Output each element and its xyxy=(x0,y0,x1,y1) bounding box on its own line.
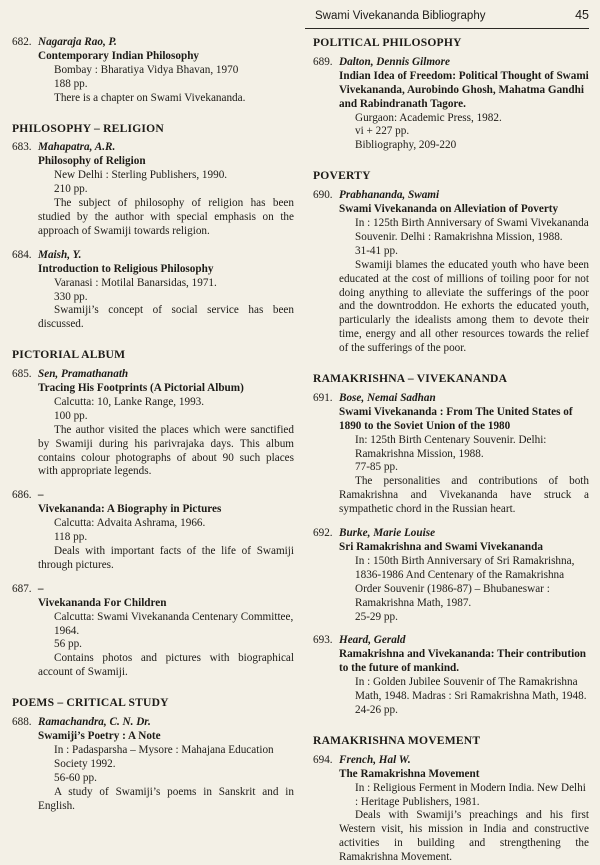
section-heading: POVERTY xyxy=(313,169,371,183)
entry-detail: In: 125th Birth Centenary Souvenir. Delhi: Ramakrishna Mission, 1988. xyxy=(355,433,547,460)
entry-detail: 210 pp. xyxy=(54,183,88,196)
right-column xyxy=(313,36,589,865)
entry-title: The Ramakrishna Movement xyxy=(339,767,480,780)
spacer xyxy=(313,356,589,372)
entry-author: – xyxy=(38,489,44,502)
entry-detail: Gurgaon: Academic Press, 1982. xyxy=(355,111,502,124)
entry-author: Burke, Marie Louise xyxy=(339,527,436,540)
entry-head xyxy=(313,392,589,406)
entry-detail: 24-26 pp. xyxy=(355,703,398,716)
entry-detail: In : Religious Ferment in Modern India. New Delhi : Heritage Publishers, 1981. xyxy=(355,781,586,808)
bibliography-entry xyxy=(12,583,294,680)
bibliography-entry xyxy=(12,716,294,813)
spacer xyxy=(12,239,294,249)
entry-head xyxy=(313,754,589,768)
entry-detail: Bombay : Bharatiya Vidya Bhavan, 1970 xyxy=(54,63,239,76)
left-column xyxy=(12,36,294,813)
entry-number: 684. xyxy=(12,248,32,261)
entry-number: 685. xyxy=(12,368,32,381)
entry-note: The author visited the places which were sanctified by Swamiji during his parivrajaka days. This album contains colour photographs of about 90 such places with appropriate legends. xyxy=(38,423,294,478)
entry-detail: vi + 227 pp. xyxy=(355,125,410,138)
entry-author: Nagaraja Rao, P. xyxy=(38,36,117,48)
entry-note: A study of Swamiji’s poems in Sanskrit and in English. xyxy=(38,785,294,812)
entry-number: 689. xyxy=(313,55,333,68)
entry-number: 690. xyxy=(313,189,333,202)
entry-title: Swamiji’s Poetry : A Note xyxy=(38,729,161,742)
section-heading: POLITICAL PHILOSOPHY xyxy=(313,36,462,49)
entry-title: Vivekananda For Children xyxy=(38,596,167,609)
spacer xyxy=(12,573,294,583)
section-heading: RAMAKRISHNA MOVEMENT xyxy=(313,733,481,747)
entry-title: Sri Ramakrishna and Swami Vivekananda xyxy=(339,541,543,553)
entry-title: Philosophy of Religion xyxy=(38,155,146,168)
entry-detail: Varanasi : Motilal Banarsidas, 1971. xyxy=(54,276,217,289)
entry-head xyxy=(313,634,589,648)
entry-detail: In : Golden Jubilee Souvenir of The Ramakrishna Math, 1948. Madras : Sri Ramakrishna Math, 1948. xyxy=(355,676,587,703)
bibliography-entry xyxy=(12,249,294,332)
spacer xyxy=(313,517,589,527)
entry-detail: New Delhi : Sterling Publishers, 1990. xyxy=(54,169,228,182)
entry-author: Maish, Y. xyxy=(38,248,82,261)
bibliography-entry xyxy=(313,634,589,717)
entry-title: Introduction to Religious Philosophy xyxy=(38,262,214,275)
section-heading: PHILOSOPHY – RELIGION xyxy=(12,121,164,135)
spacer xyxy=(313,153,589,169)
entry-author: Prabhananda, Swami xyxy=(339,189,440,202)
entry-title: Contemporary Indian Philosophy xyxy=(38,49,200,62)
entry-detail: 118 pp. xyxy=(54,531,88,544)
entry-author: Bose, Nemai Sadhan xyxy=(339,391,436,404)
entry-head xyxy=(313,189,589,203)
entry-title: Vivekananda: A Biography in Pictures xyxy=(38,503,222,516)
entry-head xyxy=(12,368,294,382)
entry-author: Sen, Pramathanath xyxy=(38,368,129,381)
entry-note: Deals with Swamiji’s preachings and his first Western visit, his mission in India and constructive activities in building and strengthening the Ramakrishna Movement. xyxy=(339,809,589,864)
entry-head xyxy=(12,716,294,730)
spacer xyxy=(12,479,294,489)
running-head-title: Swami Vivekananda Bibliography xyxy=(315,10,486,22)
entry-number: 683. xyxy=(12,141,32,154)
entry-title: Tracing His Footprints (A Pictorial Album) xyxy=(38,382,244,395)
entry-head xyxy=(313,527,589,541)
entry-head xyxy=(12,583,294,597)
entry-author: Heard, Gerald xyxy=(339,634,406,647)
entry-author: – xyxy=(38,582,44,595)
entry-number: 692. xyxy=(313,527,333,540)
entry-title: Indian Idea of Freedom: Political Thought of Swami Vivekananda, Aurobindo Ghosh, Mahatma Gandhi and Rabindranath Tagore. xyxy=(339,69,589,110)
entry-head xyxy=(12,36,294,50)
section-heading: RAMAKRISHNA – VIVEKANANDA xyxy=(313,372,508,386)
entry-number: 688. xyxy=(12,716,32,729)
entry-note: The personalities and contributions of both Ramakrishna and Vivekananda have struck a sympathetic chord in the Russian heart. xyxy=(339,475,589,516)
entry-head xyxy=(12,249,294,263)
spacer xyxy=(12,680,294,696)
entry-author: French, Hal W. xyxy=(339,753,411,766)
spacer xyxy=(313,718,589,734)
entry-detail: Bibliography, 209-220 xyxy=(355,139,457,152)
entry-note: Contains photos and pictures with biographical account of Swamiji. xyxy=(38,652,294,679)
bibliography-entry xyxy=(313,392,589,517)
entry-title: Swami Vivekananda : From The United States of 1890 to the Soviet Union of the 1980 xyxy=(339,405,573,432)
entry-detail: 330 pp. xyxy=(54,290,88,303)
entry-detail: 25-29 pp. xyxy=(355,610,398,623)
entry-detail: 56 pp. xyxy=(54,638,82,651)
entry-note: Swamiji blames the educated youth who have been educated at the cost of millions of toiling poor for not doing anything to alleviate the sufferings of the poor and the downtroddon. He exhorts the educated youth, particularly the idealists among them to devote their time, energy and all other resources towards the relief of the sufferings of the poor. xyxy=(339,258,589,355)
entry-detail: There is a chapter on Swami Vivekananda. xyxy=(54,91,246,104)
running-head xyxy=(305,8,589,29)
entry-detail: In : 150th Birth Anniversary of Sri Ramakrishna, 1836-1986 And Centenary of the Ramakrishna Order Souvenir (1986-87) – Bhubaneswar : Ramakrishna Math, 1987. xyxy=(355,554,575,609)
spacer xyxy=(313,624,589,634)
entry-number: 687. xyxy=(12,582,32,595)
section-heading: POEMS – CRITICAL STUDY xyxy=(12,696,169,710)
entry-note: The subject of philosophy of religion has been studied by the author with special emphasis on the approach of Swamiji towards religion. xyxy=(38,197,294,237)
entry-detail: 100 pp. xyxy=(54,409,88,422)
page-number: 45 xyxy=(575,8,589,22)
entry-note: Deals with important facts of the life of Swamiji through pictures. xyxy=(38,545,294,571)
entry-number: 694. xyxy=(313,753,333,766)
bibliography-entry xyxy=(12,368,294,479)
entry-detail: Calcutta: Advaita Ashrama, 1966. xyxy=(54,517,206,530)
entry-author: Mahapatra, A.R. xyxy=(38,141,116,154)
entry-detail: In : Padasparsha – Mysore : Mahajana Education Society 1992. xyxy=(54,743,274,770)
bibliography-entry xyxy=(12,36,294,106)
bibliography-entry xyxy=(12,141,294,238)
entry-detail: 188 pp. xyxy=(54,77,88,90)
entry-number: 693. xyxy=(313,634,333,647)
entry-number: 686. xyxy=(12,489,32,502)
bibliography-entry xyxy=(313,527,589,624)
entry-detail: Calcutta: Swami Vivekananda Centenary Committee, 1964. xyxy=(54,610,294,637)
entry-detail: 31-41 pp. xyxy=(355,244,398,257)
bibliography-entry xyxy=(313,56,589,153)
entry-head xyxy=(313,56,589,70)
spacer xyxy=(12,332,294,348)
entry-note: Swamiji’s concept of social service has been discussed. xyxy=(38,304,294,331)
section-heading: PICTORIAL ALBUM xyxy=(12,348,126,362)
entry-title: Swami Vivekananda on Alleviation of Poverty xyxy=(339,203,559,216)
entry-title: Ramakrishna and Vivekananda: Their contribution to the future of mankind. xyxy=(339,648,587,675)
entry-detail: 77-85 pp. xyxy=(355,461,398,474)
bibliography-entry xyxy=(12,489,294,572)
entry-head xyxy=(12,489,294,503)
spacer xyxy=(12,106,294,122)
entry-detail: In : 125th Birth Anniversary of Swami Vivekananda Souvenir. Delhi : Ramakrishna Mission, 1988. xyxy=(355,216,589,243)
entry-author: Ramachandra, C. N. Dr. xyxy=(38,716,151,729)
entry-author: Dalton, Dennis Gilmore xyxy=(339,55,450,68)
entry-number: 682. xyxy=(12,36,32,48)
bibliography-entry xyxy=(313,754,589,865)
bibliography-entry xyxy=(313,189,589,356)
entry-detail: Calcutta: 10, Lanke Range, 1993. xyxy=(54,395,205,408)
entry-detail: 56-60 pp. xyxy=(54,771,97,784)
entry-number: 691. xyxy=(313,391,333,404)
entry-head xyxy=(12,141,294,155)
